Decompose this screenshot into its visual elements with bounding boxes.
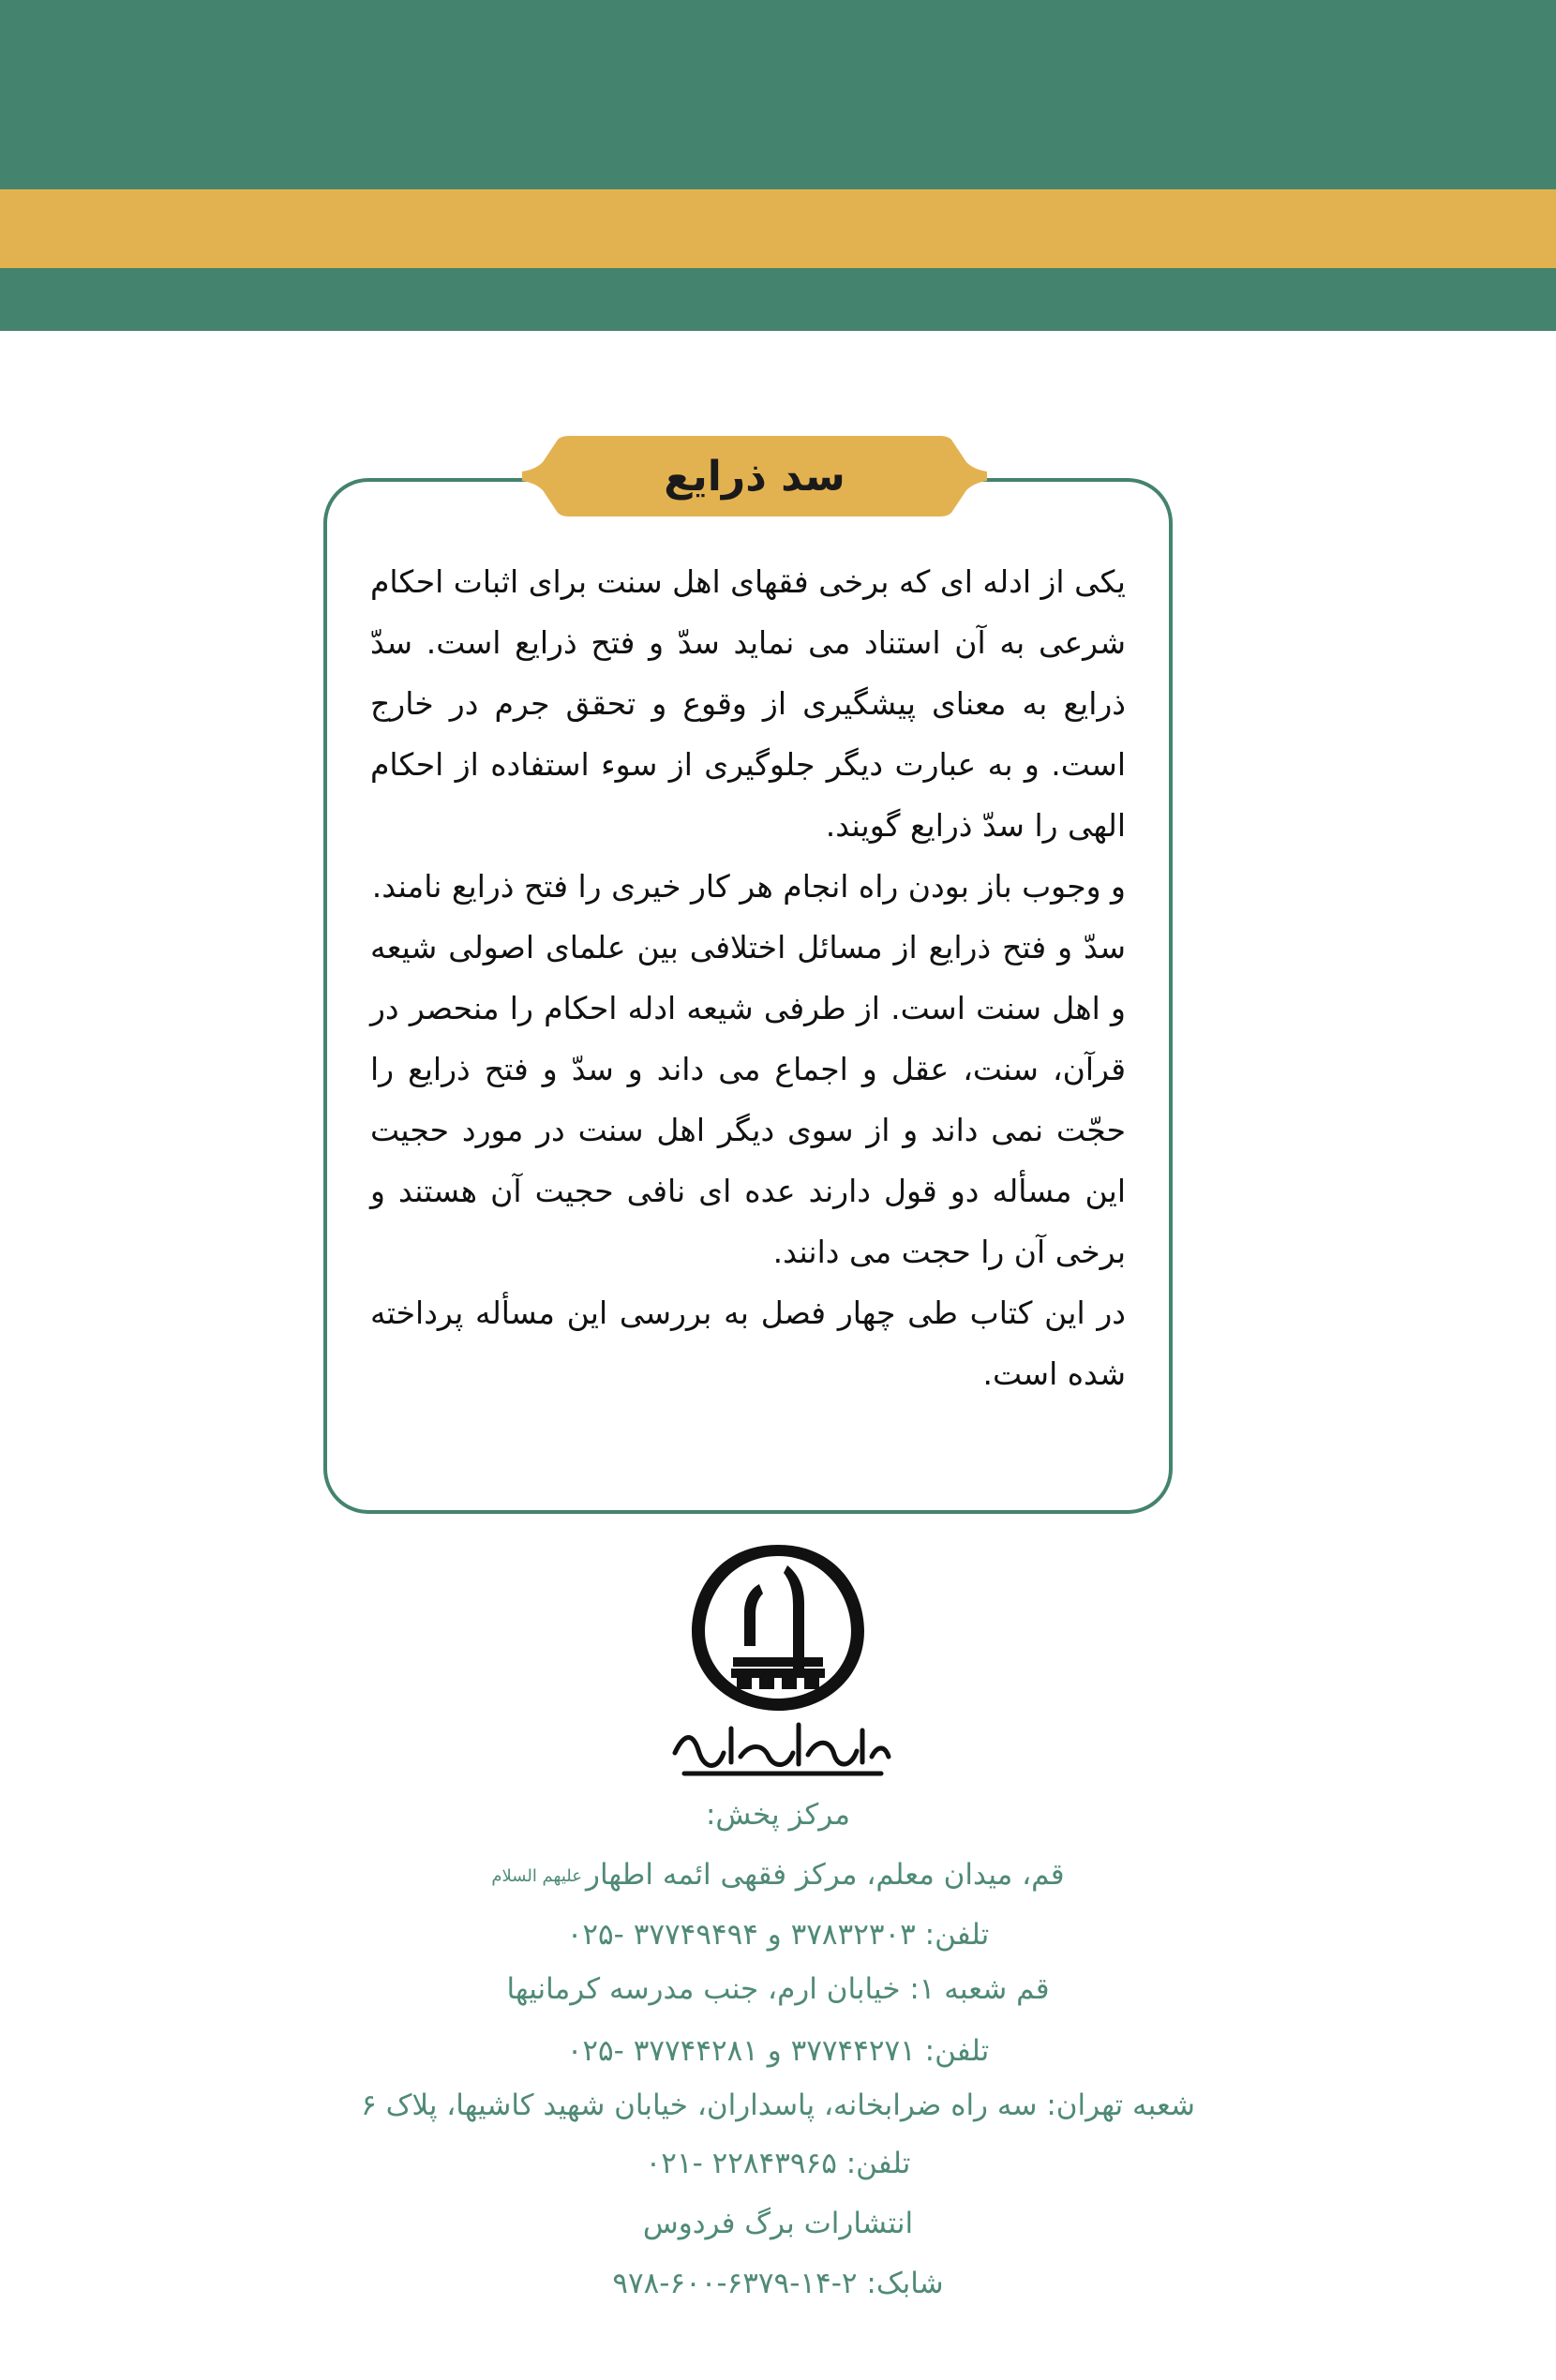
book-title: سد ذرایع (664, 452, 845, 501)
branch1-address: قم شعبه ۱: خیابان ارم، جنب مدرسه کرمانیها (506, 1972, 1050, 2006)
main-address (216, 1858, 1340, 1892)
paragraph-2: و وجوب باز بودن راه انجام هر کار خیری را فتح ذرایع نامند. (371, 868, 1126, 905)
title-tab (520, 434, 989, 518)
branch1-phone: تلفن: ۳۷۷۴۴۲۷۱ و ۳۷۷۴۴۲۸۱ -۰۲۵ (566, 2034, 990, 2068)
main-address-text: قم، میدان معلم، مرکز فقهی ائمه اطهار (585, 1858, 1065, 1892)
top-green-band (0, 0, 1556, 189)
honorific-text: علیهم السلام (491, 1866, 582, 1886)
main-phone: تلفن: ۳۷۸۳۲۳۰۳ و ۳۷۷۴۹۴۹۴ -۰۲۵ (566, 1918, 990, 1952)
publisher-logo (647, 1537, 909, 1781)
distribution-label: مرکز پخش: (705, 1798, 851, 1832)
tehran-phone: تلفن: ۲۲۸۴۳۹۶۵ -۰۲۱ (645, 2147, 911, 2180)
calligraphy-icon (647, 1715, 909, 1781)
isbn: شابک: ۲-۱۴-۶۳۷۹-۶۰۰-۹۷۸ (612, 2267, 944, 2300)
paragraph-4: در این کتاب طی چهار فصل به بررسی این مسأله پرداخته شده است. (370, 1295, 1126, 1392)
description-text (370, 551, 1126, 1404)
lower-green-band (0, 268, 1556, 331)
publisher-name: انتشارات برگ فردوس (642, 2207, 914, 2240)
paragraph-3: سدّ و فتح ذرایع از مسائل اختلافی بین علمای اصولی شیعه و اهل سنت است. از طرفی شیعه ادله احکام را منحصر در قرآن، سنت، عقل و اجماع می داند و سدّ و فتح ذرایع را حجّت نمی داند و از سوی دیگر اهل سنت در مورد حجیت این مسأله دو قول دارند عده ای نافی حجیت آن هستند و برخی آن را حجت می دانند. (370, 929, 1126, 1270)
gold-band (0, 189, 1556, 268)
paragraph-1: یکی از ادله ای که برخی فقهای اهل سنت برای اثبات احکام شرعی به آن استناد می نماید سدّ و فتح ذرایع است. سدّ ذرایع به معنای پیشگیری از وقوع و تحقق جرم در خارج است. و به عبارت دیگر جلوگیری از سوء استفاده از احکام الهی را سدّ ذرایع گویند. (370, 563, 1126, 844)
tehran-branch-address: شعبه تهران: سه راه ضرابخانه، پاسداران، خیابان شهید کاشیها، پلاک ۶ (361, 2088, 1195, 2122)
